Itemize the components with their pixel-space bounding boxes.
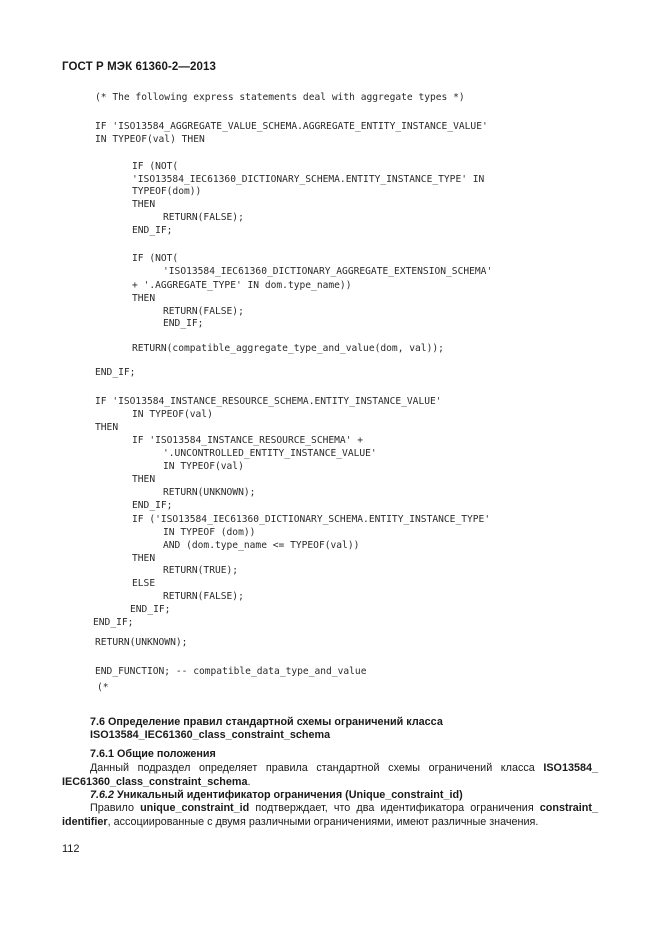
code-line: 'ISO13584_IEC61360_DICTIONARY_SCHEMA.ENTITY_INSTANCE_TYPE' IN <box>132 174 485 185</box>
code-line: IF 'ISO13584_INSTANCE_RESOURCE_SCHEMA' + <box>132 435 364 446</box>
paragraph-general <box>62 762 598 789</box>
subsection-heading <box>90 789 463 802</box>
code-line: THEN <box>132 474 156 485</box>
code-line: IF (NOT( <box>132 161 179 172</box>
code-line: IF 'ISO13584_AGGREGATE_VALUE_SCHEMA.AGGREGATE_ENTITY_INSTANCE_VALUE' <box>95 121 488 132</box>
term-name: constraint_ identifier <box>62 802 598 828</box>
subsection-number: 7.6.2 <box>90 789 115 801</box>
section-heading: 7.6 Определение правил стандартной схемы ограничений класса <box>90 716 443 728</box>
paragraph-text: подтверждает, что два идентификатора ограничения <box>249 802 540 814</box>
code-line: AND (dom.type_name <= TYPEOF(val)) <box>163 540 360 551</box>
code-line: THEN <box>132 553 156 564</box>
code-line: + '.AGGREGATE_TYPE' IN dom.type_name)) <box>132 280 352 291</box>
code-line: THEN <box>132 199 156 210</box>
code-line: IN TYPEOF (dom)) <box>163 527 256 538</box>
code-line: RETURN(UNKNOWN); <box>163 487 256 498</box>
code-line: RETURN(FALSE); <box>163 212 244 223</box>
code-line: IF ('ISO13584_IEC61360_DICTIONARY_SCHEMA.ENTITY_INSTANCE_TYPE' <box>132 514 491 525</box>
code-line: TYPEOF(dom)) <box>132 186 202 197</box>
code-line: END_IF; <box>130 604 171 615</box>
code-line: END_IF; <box>163 318 204 329</box>
code-line: RETURN(compatible_aggregate_type_and_value(dom, val)); <box>132 343 444 354</box>
code-line: IN TYPEOF(val) <box>132 409 213 420</box>
code-line: RETURN(FALSE); <box>163 591 244 602</box>
code-line: ELSE <box>132 578 156 589</box>
code-line: RETURN(TRUE); <box>163 565 239 576</box>
code-line: (* <box>97 682 109 693</box>
code-line: IF (NOT( <box>132 253 179 264</box>
schema-name: ISO13584_ IEC61360_class_constraint_schema <box>62 762 598 788</box>
paragraph-text: , ассоциированные с двумя различными ограничениями, имеют различные значения. <box>107 815 539 828</box>
code-line: '.UNCONTROLLED_ENTITY_INSTANCE_VALUE' <box>163 448 377 459</box>
paragraph-text: Правило <box>90 802 141 814</box>
paragraph-text: . <box>247 775 251 788</box>
code-line: END_IF; <box>132 225 173 236</box>
paragraph-text: Данный подраздел определяет правила стандартной схемы ограничений класса <box>90 762 544 774</box>
code-line: IF 'ISO13584_INSTANCE_RESOURCE_SCHEMA.ENTITY_INSTANCE_VALUE' <box>95 396 442 407</box>
code-line: THEN <box>95 422 119 433</box>
code-line: IN TYPEOF(val) THEN <box>95 134 205 145</box>
subsection-title: Уникальный идентификатор ограничения (Unique_constraint_id) <box>114 789 463 801</box>
document-header: ГОСТ Р МЭК 61360-2—2013 <box>62 61 216 73</box>
page-number: 112 <box>62 843 80 855</box>
code-line: (* The following express statements deal with aggregate types *) <box>95 92 465 103</box>
code-line: END_IF; <box>132 500 173 511</box>
code-line: RETURN(UNKNOWN); <box>95 637 188 648</box>
code-line: THEN <box>132 293 156 304</box>
code-line: END_IF; <box>95 367 136 378</box>
code-line: END_IF; <box>93 617 134 628</box>
rule-name: unique_constraint_id <box>140 802 250 814</box>
code-line: END_FUNCTION; -- compatible_data_type_and_value <box>95 666 367 677</box>
subsection-heading: 7.6.1 Общие положения <box>90 748 216 760</box>
paragraph-rule <box>62 802 598 829</box>
code-line: IN TYPEOF(val) <box>163 461 244 472</box>
section-heading-schema: ISO13584_IEC61360_class_constraint_schema <box>90 729 331 741</box>
code-line: RETURN(FALSE); <box>163 306 244 317</box>
code-line: 'ISO13584_IEC61360_DICTIONARY_AGGREGATE_EXTENSION_SCHEMA' <box>163 266 493 277</box>
